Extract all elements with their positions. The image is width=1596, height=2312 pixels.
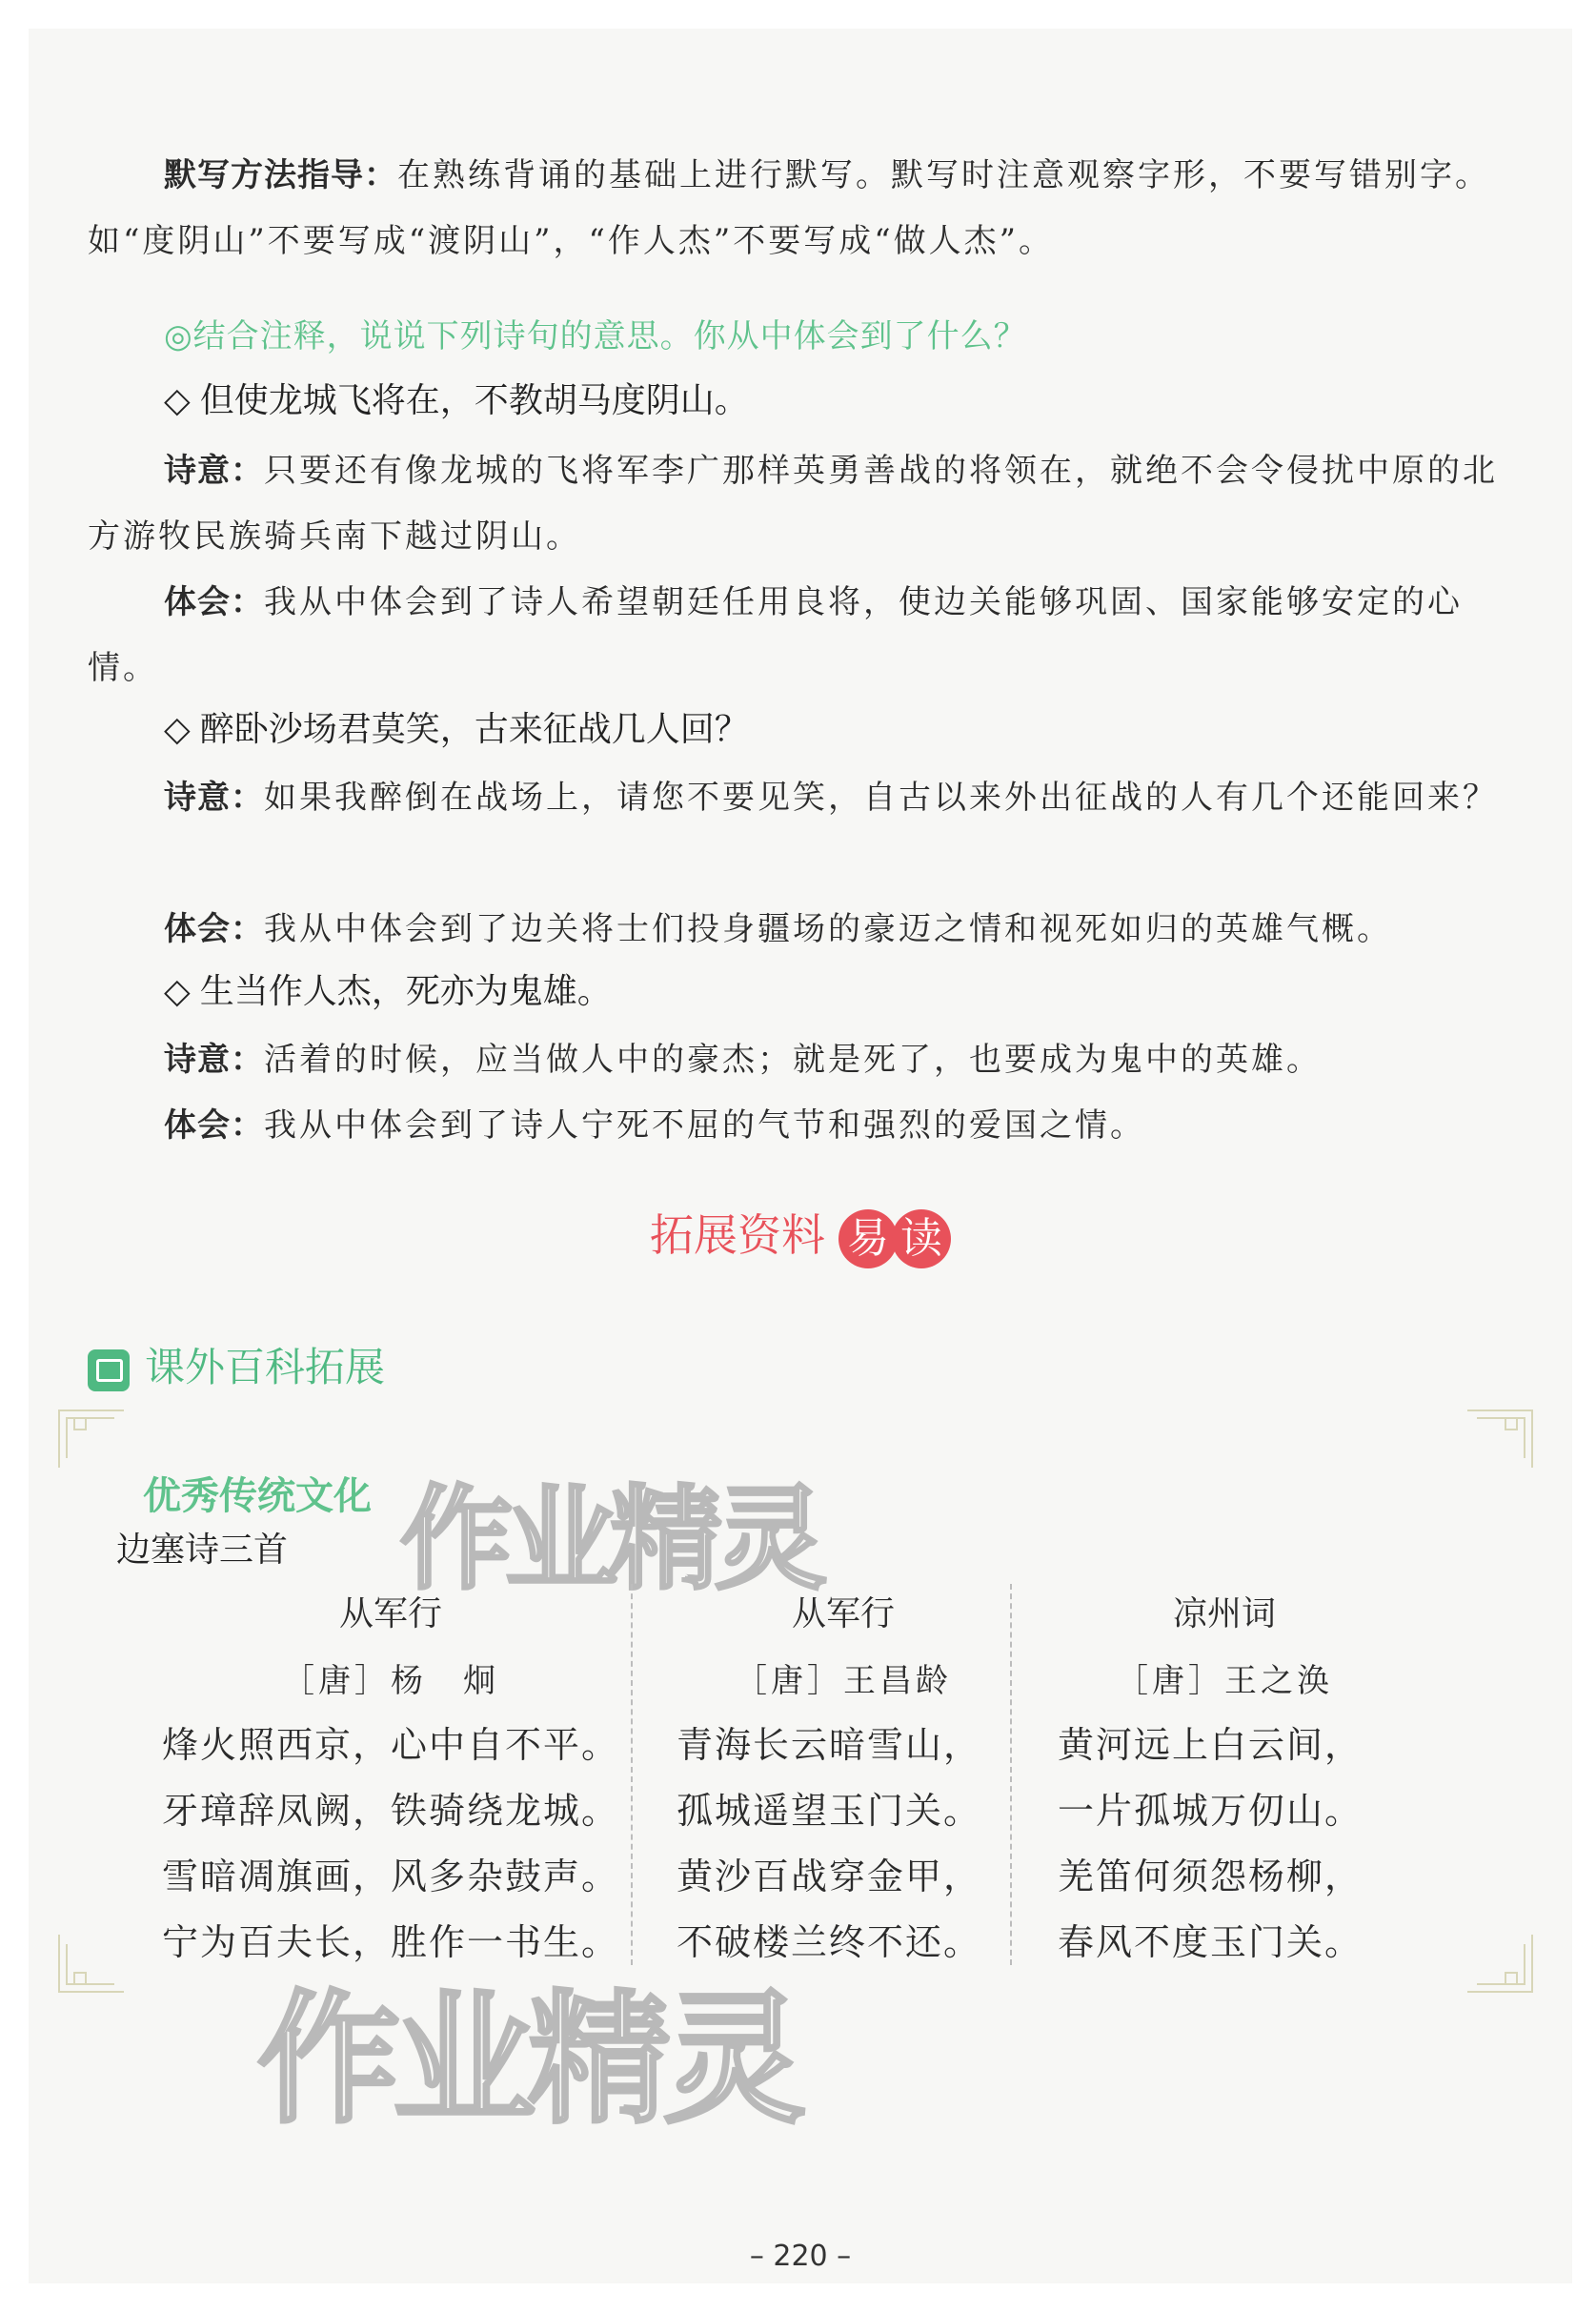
poem-line: 一片孤城万仞山。 [1058,1790,1364,1832]
guide-text: 在熟练背诵的基础上进行默写。默写时注意观察字形，不要写错别字。如“度阴山”不要写成“渡阴山”，“作人杰”不要写成“做人杰”。 [88,156,1490,260]
column-divider [631,1584,633,1965]
watermark: 作业精灵 [400,1473,820,1605]
column-divider [1010,1584,1012,1965]
corner-ornament-icon [1458,1925,1534,2001]
corner-ornament-icon [57,1401,133,1477]
page-number: – 220 – [749,2240,852,2273]
poem-line: 羌笛何须怨杨柳， [1058,1856,1364,1897]
section-title: 拓展资料 易 读 [29,1201,1572,1268]
poem-line: 青海长云暗雪山， [677,1724,982,1766]
poem-line: 烽火照西京，心中自不平。 [162,1724,620,1766]
poem-line: 孤城遥望玉门关。 [677,1790,982,1832]
poem-author: ［唐］王之涣 [1116,1662,1333,1700]
poem-line: 黄河远上白云间， [1058,1724,1364,1766]
poem-title: 凉州词 [1172,1594,1276,1633]
page [29,29,1572,2283]
diamond-icon: ◇ [164,381,191,420]
poem-author: ［唐］杨 炯 [282,1662,499,1700]
poem-title: 从军行 [338,1594,442,1633]
meaning-3: 诗意：活着的时候，应当做人中的豪杰；就是死了，也要成为鬼中的英雄。 [164,1041,1322,1079]
verse-1: ◇ 但使龙城飞将在，不教胡马度阴山。 [164,381,749,420]
question-prompt: ◎结合注释，说说下列诗句的意思。你从中体会到了什么？ [164,317,1027,355]
guide-label: 默写方法指导： [164,156,397,194]
poem-3 [1058,1587,1391,1976]
circle-char: 易 [838,1209,898,1268]
poem-line: 不破楼兰终不还。 [677,1921,982,1963]
diamond-icon: ◇ [164,972,191,1011]
extension-heading: 课外百科拓展 [88,1336,385,1393]
writing-guide [88,143,1498,274]
watermark: 作业精灵 [257,1977,799,2143]
circle-char: 读 [892,1209,951,1268]
meaning-1: 诗意：只要还有像龙城的飞将军李广那样英勇善战的将领在，就绝不会令侵扰中原的北方游牧民族骑兵南下越过阴山。 [88,452,1498,556]
verse-2: ◇ 醉卧沙场君莫笑，古来征战几人回？ [164,710,749,749]
poem-line: 黄沙百战穿金甲， [677,1856,982,1897]
diamond-icon: ◇ [164,710,191,749]
verse-3: ◇ 生当作人杰，死亦为鬼雄。 [164,972,612,1011]
corner-ornament-icon [57,1925,133,2001]
poem-2 [677,1587,1010,1976]
picture-icon [88,1349,130,1391]
feeling-2: 体会：我从中体会到了边关将士们投身疆场的豪迈之情和视死如归的英雄气概。 [164,910,1392,948]
poem-author: ［唐］王昌龄 [735,1662,952,1700]
poem-line: 宁为百夫长，胜作一书生。 [162,1921,620,1963]
poem-title: 从军行 [791,1594,895,1633]
poem-line: 春风不度玉门关。 [1058,1921,1364,1963]
meaning-2: 诗意：如果我醉倒在战场上，请您不要见笑，自古以来外出征战的人有几个还能回来？ [164,779,1498,817]
poem-line: 雪暗凋旗画，风多杂鼓声。 [162,1856,620,1897]
poem-line: 牙璋辞凤阙，铁骑绕龙城。 [162,1790,620,1832]
poem-1 [162,1587,619,1976]
feeling-3: 体会：我从中体会到了诗人宁死不屈的气节和强烈的爱国之情。 [164,1106,1145,1145]
culture-subtitle: 边塞诗三首 [116,1531,289,1570]
feeling-1: 体会：我从中体会到了诗人希望朝廷任用良将，使边关能够巩固、国家能够安定的心情。 [88,583,1463,687]
culture-title: 优秀传统文化 [143,1473,372,1518]
corner-ornament-icon [1458,1401,1534,1477]
